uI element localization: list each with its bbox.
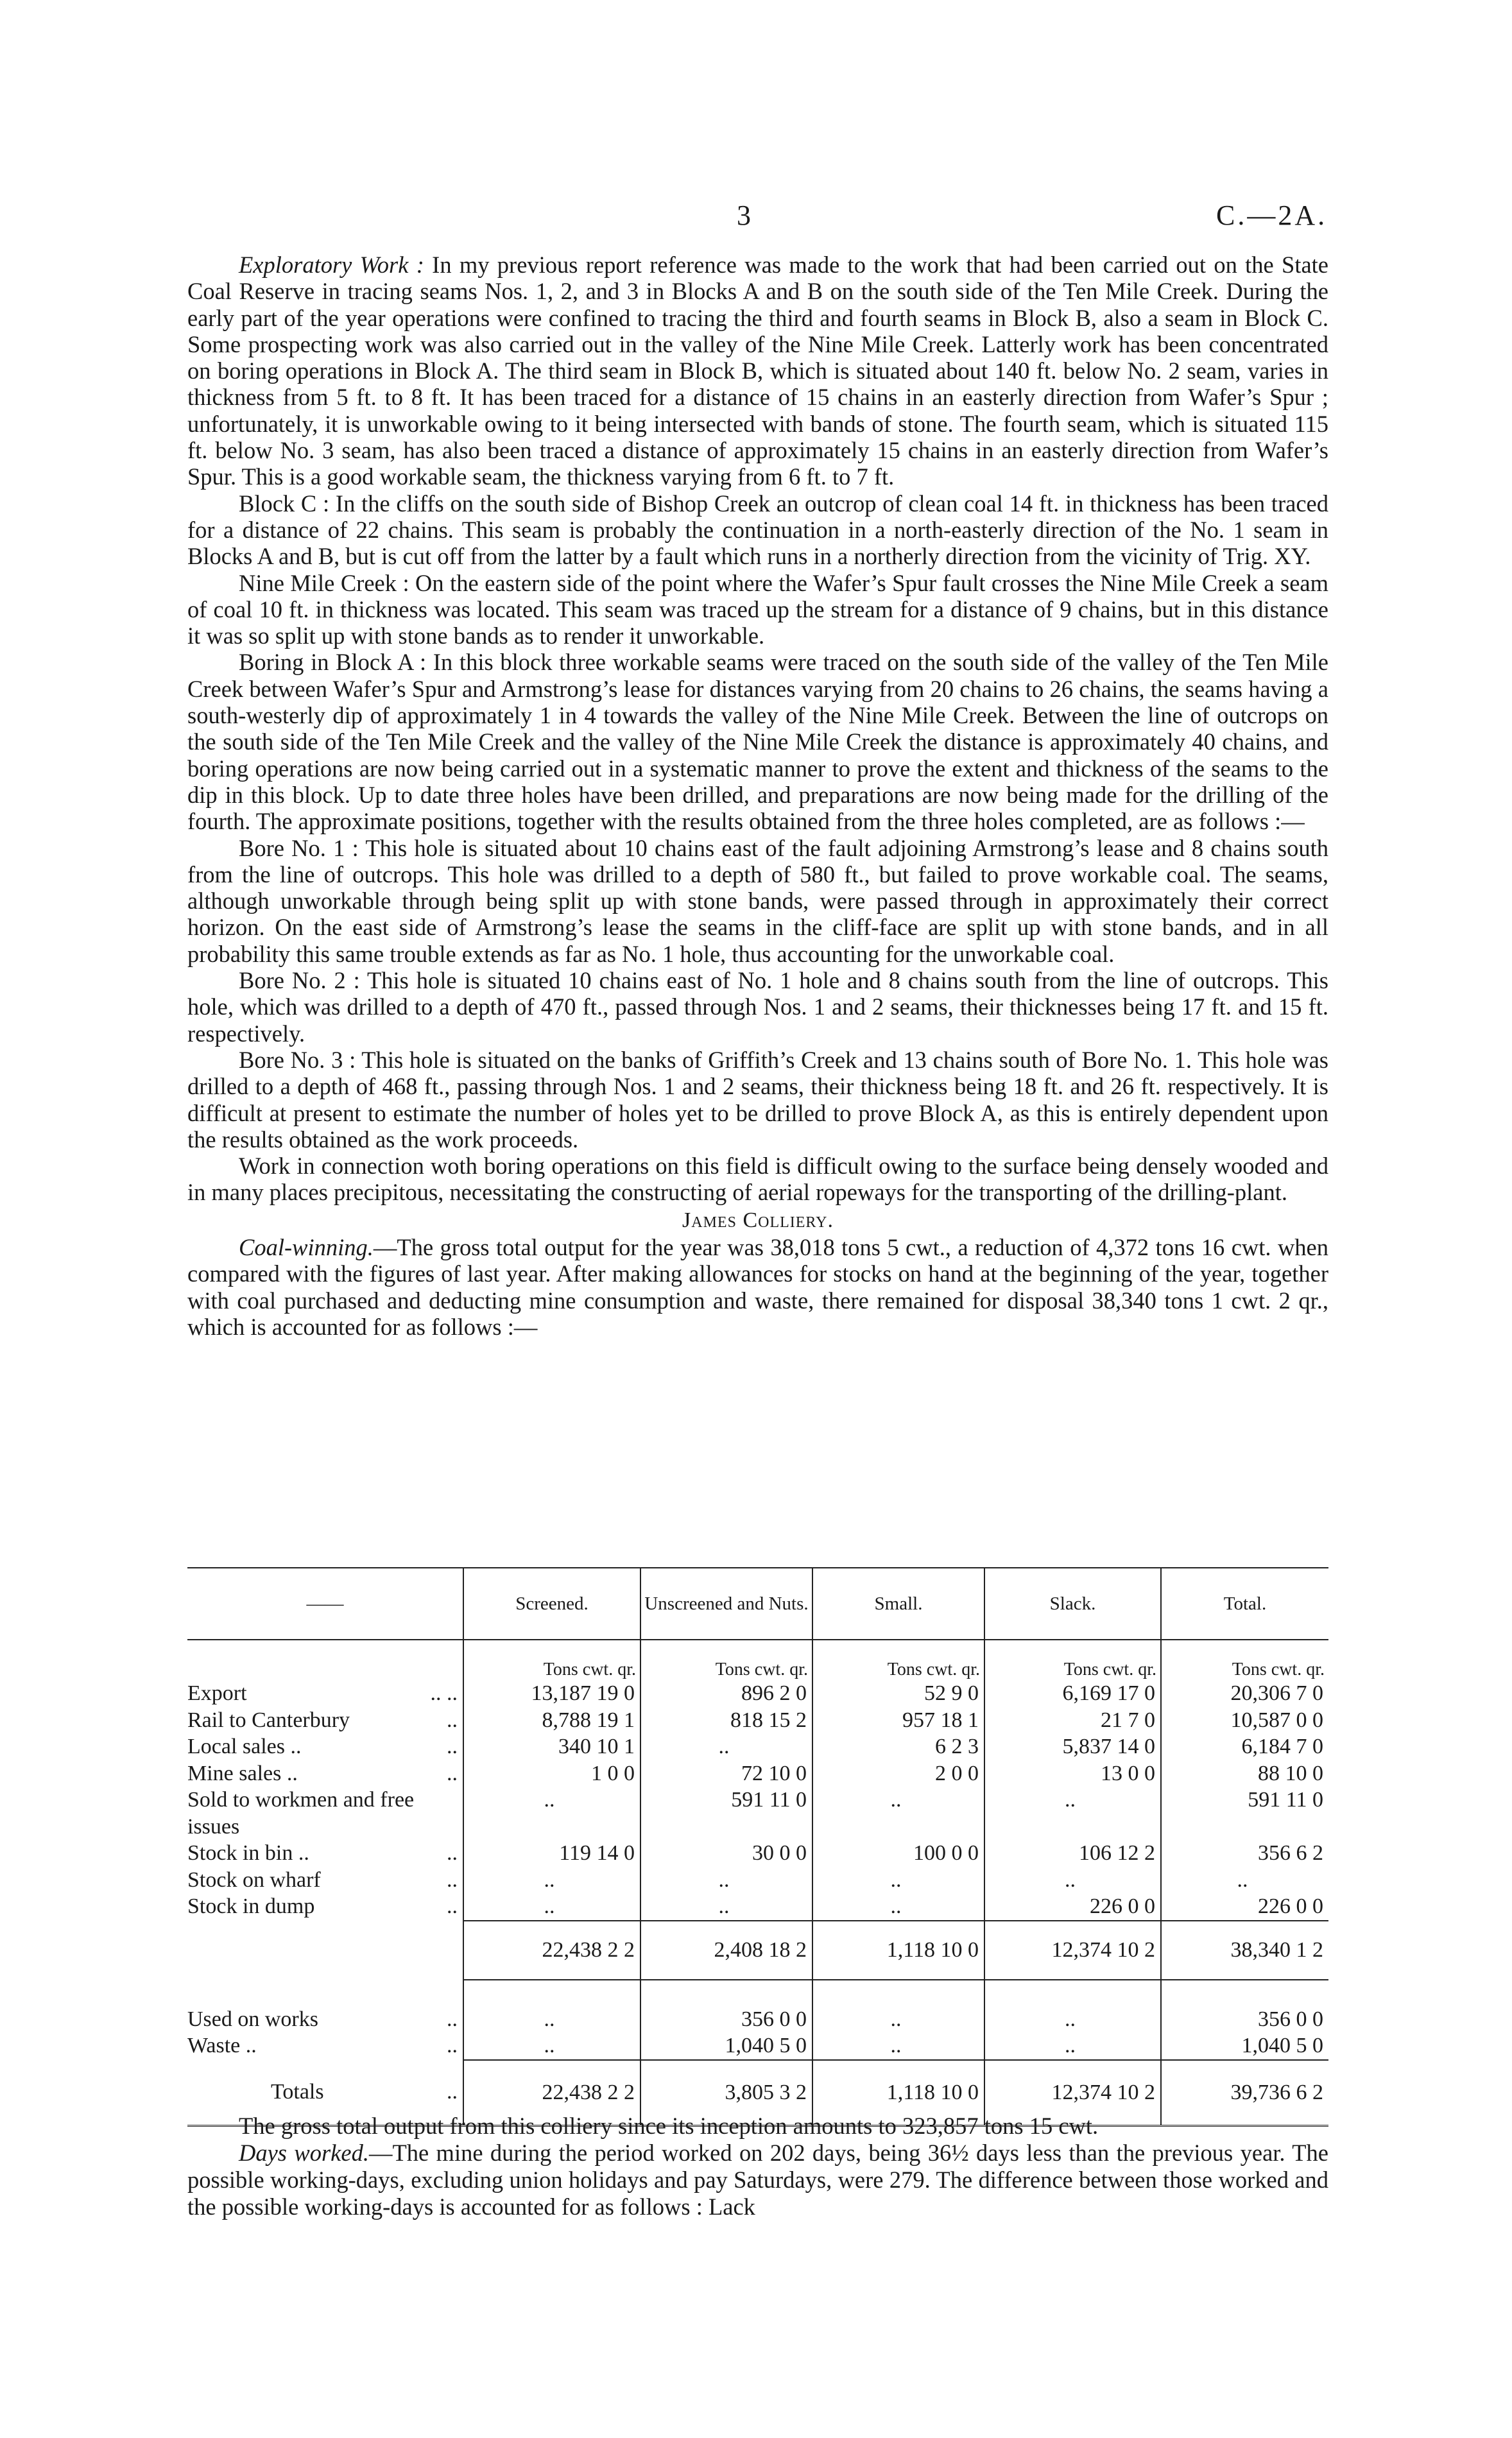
paragraph-lead: Coal-winning. — [239, 1233, 374, 1260]
table-cell: 6,169 17 0 — [984, 1680, 1161, 1707]
paragraph-coal-winning — [187, 1234, 1328, 1340]
subtotal-cell: 12,374 10 2 — [984, 1921, 1161, 1980]
paragraph-bore-2 — [187, 967, 1328, 1047]
table-row — [187, 1760, 1328, 1787]
table-cell: .. — [812, 2006, 984, 2033]
table-cell: 100 0 0 — [812, 1840, 984, 1867]
table-cell: 896 2 0 — [640, 1680, 812, 1707]
section-heading: James Colliery. — [682, 1208, 834, 1232]
coal-disposal-table — [187, 1567, 1328, 2127]
table-cell: 591 11 0 — [640, 1787, 812, 1840]
row-label: Sold to workmen and free issues — [187, 1788, 415, 1839]
totals-cell: 22,438 2 2 — [463, 2060, 640, 2126]
table-row — [187, 1867, 1328, 1894]
totals-cell: 1,118 10 0 — [812, 2060, 984, 2126]
paragraph-bore-3 — [187, 1047, 1328, 1153]
table-corner: —— — [187, 1568, 463, 1640]
table-cell: .. — [463, 1787, 640, 1840]
table-row — [187, 1840, 1328, 1867]
unit-label: Tons cwt. qr. — [812, 1640, 984, 1680]
paragraph-text: Nine Mile Creek : On the eastern side of the point where the Wafer’s Spur fault crosses the Nine Mile Creek a seam of coal 10 ft. in thickness was located. This seam was traced up the stream for a distance of 9 chains, but in this distance it was so split up with stone bands as to render it unworkable. — [187, 569, 1328, 649]
column-header: Screened. — [463, 1568, 640, 1640]
subtotal-row — [187, 1921, 1328, 1980]
table-cell: 8,788 19 1 — [463, 1707, 640, 1734]
table-cell: 106 12 2 — [984, 1840, 1161, 1867]
unit-label: Tons cwt. qr. — [1161, 1640, 1328, 1680]
leader-dots: .. — [447, 1761, 458, 1785]
table-cell: 226 0 0 — [1161, 1893, 1328, 1921]
paragraph-days-worked — [187, 2140, 1328, 2220]
table-cell: 13 0 0 — [984, 1760, 1161, 1787]
table-row — [187, 1707, 1328, 1734]
table-cell: .. — [984, 2032, 1161, 2060]
table-cell: 72 10 0 — [640, 1760, 812, 1787]
row-label: Waste .. — [187, 2034, 257, 2057]
column-header: Small. — [812, 1568, 984, 1640]
leader-dots: .. — [447, 1894, 458, 1918]
paragraph-text: —The gross total output for the year was 38,018 tons 5 cwt., a reduction of 4,372 tons 16 cwt. when compared with the figures of last year. After making allowances for stocks on hand at the beginning of the year, together with coal purchased and deducting mine consumption and waste, there remained for disposal 38,340 tons 1 cwt. 2 qr., which is accounted for as follows :— — [187, 1233, 1328, 1340]
table-cell: 2 0 0 — [812, 1760, 984, 1787]
subtotal-cell: 2,408 18 2 — [640, 1921, 812, 1980]
table-cell: 356 6 2 — [1161, 1840, 1328, 1867]
table-cell: 356 0 0 — [640, 2006, 812, 2033]
table-cell: 52 9 0 — [812, 1680, 984, 1707]
row-label: Local sales .. — [187, 1735, 302, 1758]
after-table-text — [187, 2113, 1328, 2220]
leader-dots: .. — [447, 2034, 458, 2057]
table-cell: .. — [1161, 1867, 1328, 1894]
table-cell: 356 0 0 — [1161, 2006, 1328, 2033]
table-cell: .. — [984, 1787, 1161, 1840]
subtotal-cell: 22,438 2 2 — [463, 1921, 640, 1980]
table-cell: 1,040 5 0 — [640, 2032, 812, 2060]
table-cell: 591 11 0 — [1161, 1787, 1328, 1840]
column-header: Slack. — [984, 1568, 1161, 1640]
table-cell: 6,184 7 0 — [1161, 1733, 1328, 1760]
totals-cell: 12,374 10 2 — [984, 2060, 1161, 2126]
paragraph-lead: Exploratory Work : — [239, 252, 424, 278]
column-header: Total. — [1161, 1568, 1328, 1640]
table-cell: .. — [812, 1867, 984, 1894]
paragraph-boring-block-a — [187, 649, 1328, 834]
row-label: Used on works — [187, 2007, 318, 2031]
table-row — [187, 2006, 1328, 2033]
leader-dots: .. — [447, 2079, 458, 2104]
table-cell: 1 0 0 — [463, 1760, 640, 1787]
totals-cell: 3,805 3 2 — [640, 2060, 812, 2126]
table-row — [187, 1680, 1328, 1707]
table-cell: .. — [463, 2006, 640, 2033]
page-header — [0, 199, 1512, 237]
table-cell: .. — [812, 1893, 984, 1921]
paragraph-text: Bore No. 2 : This hole is situated 10 chains east of No. 1 hole and 8 chains south from the line of outcrops. This hole, which was drilled to a depth of 470 ft., passed through Nos. 1 and 2 seams, their thicknesses being 17 ft. and 15 ft. respectively. — [187, 967, 1328, 1047]
table-cell: 88 10 0 — [1161, 1760, 1328, 1787]
leader-dots: .. — [447, 1708, 458, 1732]
paragraph-text: —The mine during the period worked on 202 days, being 36½ days less than the previous year. The possible working-days, excluding union holidays and pay Saturdays, were 279. The difference between those worked and the possible working-days is accounted for as follows : Lack — [187, 2140, 1328, 2220]
table-cell: 818 15 2 — [640, 1707, 812, 1734]
table-cell: .. — [812, 2032, 984, 2060]
subtotal-cell: 38,340 1 2 — [1161, 1921, 1328, 1980]
totals-cell: 39,736 6 2 — [1161, 2060, 1328, 2126]
row-label: Rail to Canterbury — [187, 1708, 350, 1732]
paragraph-text: Bore No. 3 : This hole is situated on the banks of Griffith’s Creek and 13 chains south of Bore No. 1. This hole was drilled to a depth of 468 ft., passing through Nos. 1 and 2 seams, their thickness being 18 ft. and 26 ft. respectively. It is difficult at present to estimate the number of holes yet to be drilled to prove Block A, as this is entirely dependent upon the results obtained as the work proceeds. — [187, 1046, 1328, 1153]
totals-label: Totals — [271, 2079, 324, 2104]
body-text — [187, 252, 1328, 1340]
table-cell: .. — [640, 1733, 812, 1760]
table-row — [187, 1787, 1328, 1840]
page-number: 3 — [737, 200, 751, 231]
table-cell: .. — [463, 1893, 640, 1921]
paragraph-text: Boring in Block A : In this block three workable seams were traced on the south side of the valley of the Ten Mile Creek between Wafer’s Spur and Armstrong’s lease for distances varying from 20 chains to 26 chains, the seams having a south-westerly dip of approximately 1 in 4 towards the valley of the Nine Mile Creek. Between the line of outcrops on the south side of the Ten Mile Creek and the valley of the Nine Mile Creek the distance is approximately 40 chains, and boring operations are now being carried out in a systematic manner to prove the extent and thickness of the seams to the dip in this block. Up to date three holes have been drilled, and preparations are now being made for the drilling of the fourth. The approximate positions, together with the results obtained from the three holes completed, are as follows :— — [187, 649, 1328, 835]
row-label: Mine sales .. — [187, 1761, 298, 1785]
leader-dots: .. — [447, 2007, 458, 2031]
table-cell: .. — [812, 1787, 984, 1840]
unit-label: Tons cwt. qr. — [463, 1640, 640, 1680]
paragraph-text: Block C : In the cliffs on the south side of Bishop Creek an outcrop of clean coal 14 ft. in thickness has been traced for a distance of 22 chains. This seam is probably the continuation in a north-easterly direction of the No. 1 seam in Blocks A and B, but is cut off from the latter by a fault which runs in a northerly direction from the vicinity of Trig. XY. — [187, 490, 1328, 570]
table-cell: .. — [984, 1867, 1161, 1894]
paragraph-exploratory-work — [187, 252, 1328, 490]
row-label: Export — [187, 1681, 247, 1705]
leader-dots: .. — [447, 1735, 458, 1758]
table-cell: .. — [463, 2032, 640, 2060]
table-cell: 957 18 1 — [812, 1707, 984, 1734]
paragraph-bore-1 — [187, 835, 1328, 967]
paragraph-text: Bore No. 1 : This hole is situated about 10 chains east of the fault adjoining Armstrong’s lease and 8 chains south from the line of outcrops. This hole was drilled to a depth of 580 ft., but failed to prove workable coal. The seams, although unworkable through being split up with stone bands, were passed through in approximately their correct horizon. On the east side of Armstrong’s lease the seams in the cliff-face are split up with stone bands, and in all probability this same trouble extends as far as No. 1 hole, thus accounting for the unworkable coal. — [187, 834, 1328, 967]
row-label: Stock in bin .. — [187, 1841, 309, 1865]
paragraph-block-c — [187, 490, 1328, 570]
paragraph-lead: Days worked. — [239, 2140, 369, 2166]
table-cell: 226 0 0 — [984, 1893, 1161, 1921]
subtotal-cell: 1,118 10 0 — [812, 1921, 984, 1980]
document-code: C.—2A. — [1216, 200, 1328, 231]
table-row — [187, 2032, 1328, 2060]
unit-label: Tons cwt. qr. — [640, 1640, 812, 1680]
paragraph-text: In my previous report reference was made to the work that had been carried out on the State Coal Reserve in tracing seams Nos. 1, 2, and 3 in Blocks A and B on the south side of the Ten Mile Creek. During the early part of the year operations were confined to tracing the third and fourth seams in Block B, also a seam in Block C. Some prospecting work was also carried out in the valley of the Nine Mile Creek. Latterly work has been concentrated on boring operations in Block A. The third seam in Block B, which is situated about 140 ft. below No. 2 seam, varies in thickness from 5 ft. to 8 ft. It has been traced for a distance of 15 chains in an easterly direction from Wafer’s Spur ; unfortunately, it is unworkable owing to it being intersected with bands of stone. The fourth seam, which is situated 115 ft. below No. 3 seam, has also been traced a distance of approximately 15 chains in an easterly direction from Wafer’s Spur. This is a good workable seam, the thickness varying from 6 ft. to 7 ft. — [187, 252, 1328, 490]
table-cell: .. — [984, 2006, 1161, 2033]
leader-dots: .. — [447, 1867, 458, 1892]
leader-dots: .. — [447, 1841, 458, 1865]
table-cell: 119 14 0 — [463, 1840, 640, 1867]
table-cell: 10,587 0 0 — [1161, 1707, 1328, 1734]
table-cell: 13,187 19 0 — [463, 1680, 640, 1707]
paragraph-work-connection — [187, 1153, 1328, 1206]
table-cell: .. — [640, 1893, 812, 1921]
paragraph-gross-total: The gross total output from this colliery since its inception amounts to 323,857 tons 15 cwt. — [239, 2113, 1099, 2139]
unit-label: Tons cwt. qr. — [984, 1640, 1161, 1680]
table-cell: .. — [640, 1867, 812, 1894]
table-row — [187, 1733, 1328, 1760]
table-cell: 5,837 14 0 — [984, 1733, 1161, 1760]
table-cell: 340 10 1 — [463, 1733, 640, 1760]
column-header: Unscreened and Nuts. — [640, 1568, 812, 1640]
table-cell: 20,306 7 0 — [1161, 1680, 1328, 1707]
table-cell: 21 7 0 — [984, 1707, 1161, 1734]
row-label: Stock on wharf — [187, 1867, 321, 1892]
table-cell: 30 0 0 — [640, 1840, 812, 1867]
table-cell: 6 2 3 — [812, 1733, 984, 1760]
paragraph-nine-mile-creek — [187, 570, 1328, 649]
table-cell: .. — [463, 1867, 640, 1894]
table-row — [187, 1893, 1328, 1921]
paragraph-text: Work in connection woth boring operations on this field is difficult owing to the surface being densely wooded and in many places precipitous, necessitating the constructing of aerial ropeways for the transporting of the drilling-plant. — [187, 1153, 1328, 1206]
row-label: Stock in dump — [187, 1894, 315, 1918]
table-cell: 1,040 5 0 — [1161, 2032, 1328, 2060]
leader-dots: .. .. — [430, 1681, 458, 1705]
